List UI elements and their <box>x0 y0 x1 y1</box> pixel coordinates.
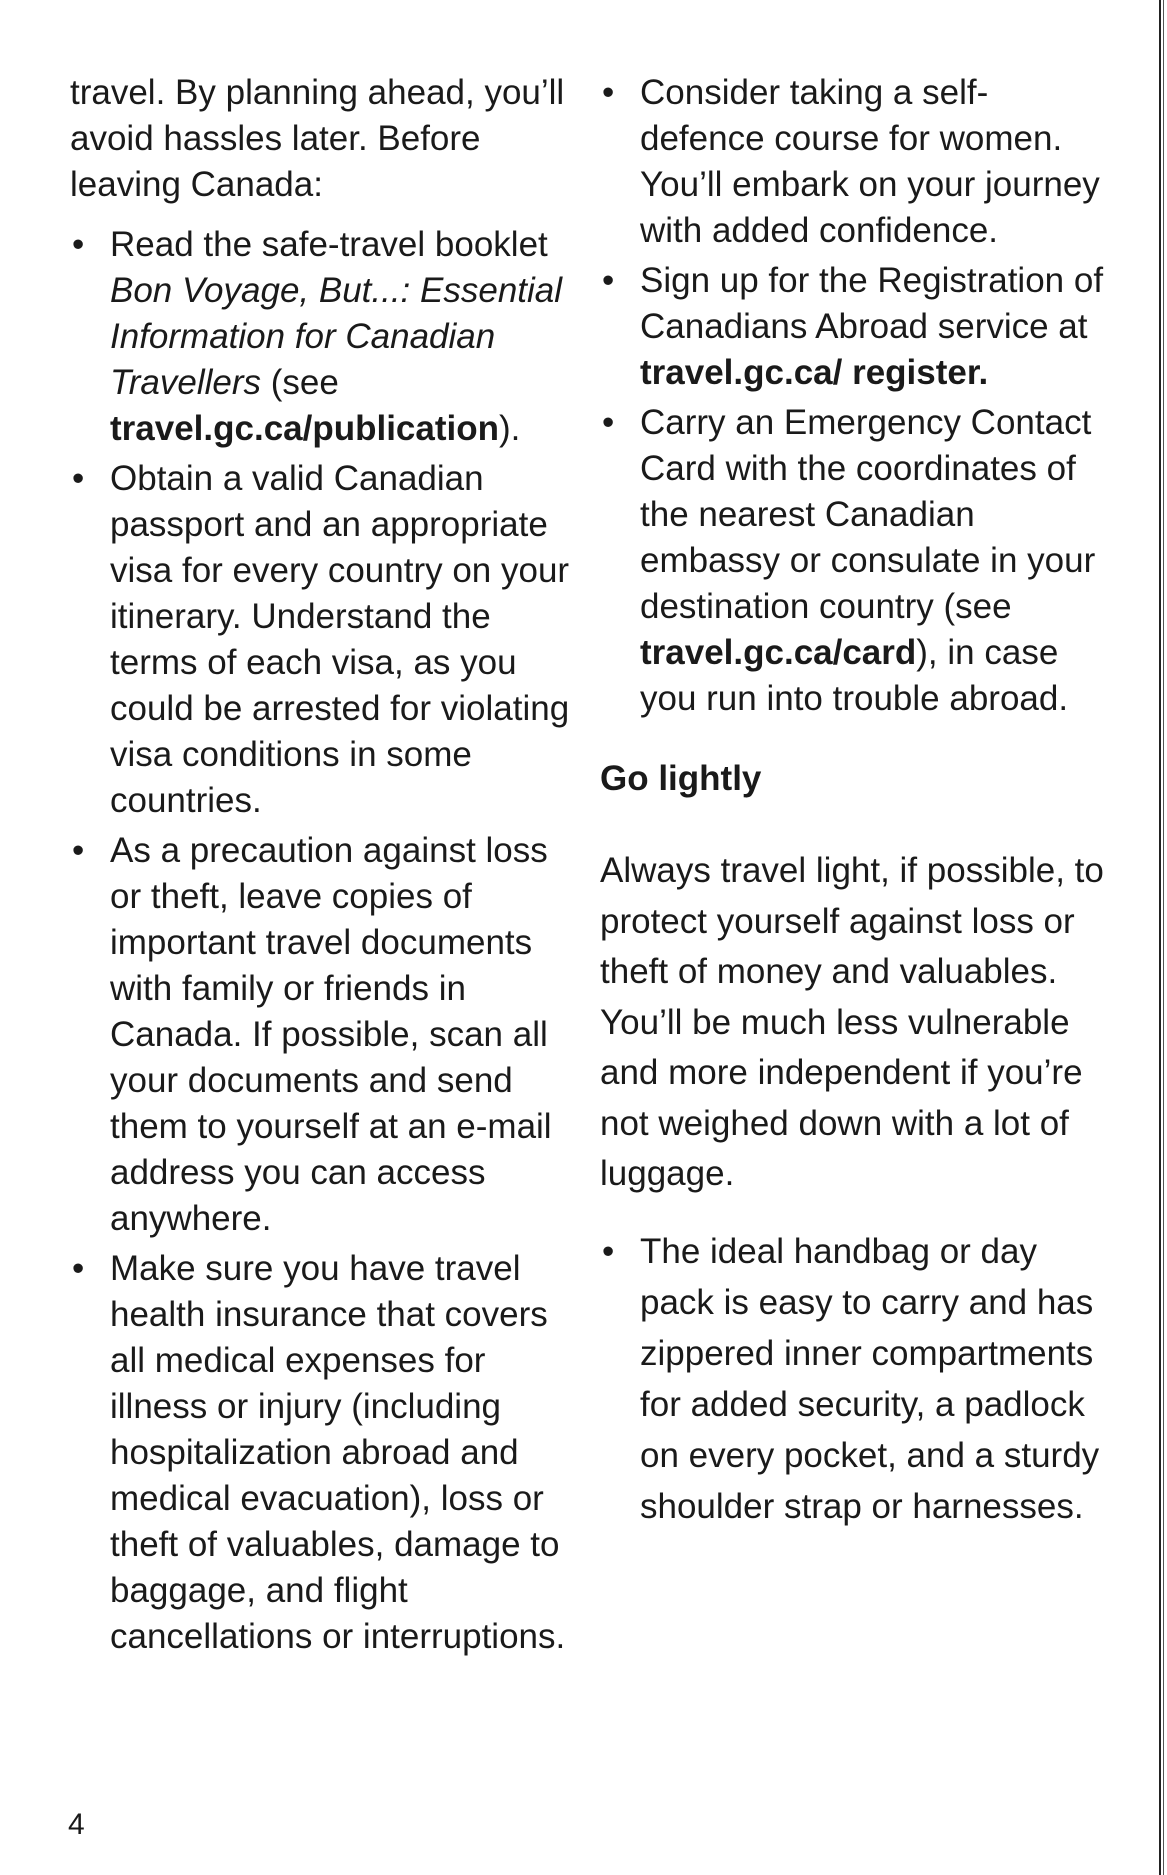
list-item: • The ideal handbag or day pack is easy to carry and has zippered inner compartments for added security, a padlock on every pocket, and a sturdy shoulder strap or harnesses. <box>600 1226 1110 1532</box>
list-item: • Read the safe-travel booklet Bon Voyage, But...: Essential Information for Canadian Travellers (see travel.gc.ca/publication). <box>70 222 570 452</box>
section-heading: Go lightly <box>600 759 762 798</box>
list-item: • Obtain a valid Canadian passport and an appropriate visa for every country on your itinerary. Understand the terms of each visa, as you could be arrested for violating visa conditions in some countries. <box>70 456 570 824</box>
right-bullet-list <box>600 70 1110 722</box>
list-item: • Consider taking a self-defence course for women. You’ll embark on your journey with added confidence. <box>600 70 1110 254</box>
left-column <box>70 70 570 1664</box>
list-item: • Make sure you have travel health insurance that covers all medical expenses for illness or injury (including hospitalization abroad and medical evacuation), loss or theft of valuables, damage to baggage, and flight cancellations or interruptions. <box>70 1246 570 1660</box>
intro-paragraph: travel. By planning ahead, you’ll avoid hassles later. Before leaving Canada: <box>70 73 565 204</box>
list-item: • Carry an Emergency Contact Card with the coordinates of the nearest Canadian embassy or consulate in your destination country (see travel.gc.ca/card), in case you run into trouble abroad. <box>600 400 1110 722</box>
page-number: 4 <box>68 1808 85 1841</box>
left-bullet-list <box>70 222 570 1660</box>
page-binding-edge <box>1153 0 1167 1875</box>
right-bullet-list-2 <box>600 1226 1110 1532</box>
card-link: travel.gc.ca/card <box>640 633 917 672</box>
list-item: • As a precaution against loss or theft, leave copies of important travel documents with family or friends in Canada. If possible, scan all your documents and send them to yourself at an e-mail address you can access anywhere. <box>70 828 570 1242</box>
section-paragraph: Always travel light, if possible, to protect yourself against loss or theft of money and valuables. You’ll be much less vulnerable and more independent if you’re not weighed down with a lot of luggage. <box>600 851 1104 1193</box>
list-item: • Sign up for the Registration of Canadians Abroad service at travel.gc.ca/ register. <box>600 258 1110 396</box>
register-link: travel.gc.ca/ register. <box>640 353 989 392</box>
publication-link: travel.gc.ca/publication <box>110 409 499 448</box>
right-column <box>600 70 1110 1536</box>
booklet-title: Bon Voyage, But...: Essential Information for Canadian Travellers <box>110 271 563 402</box>
